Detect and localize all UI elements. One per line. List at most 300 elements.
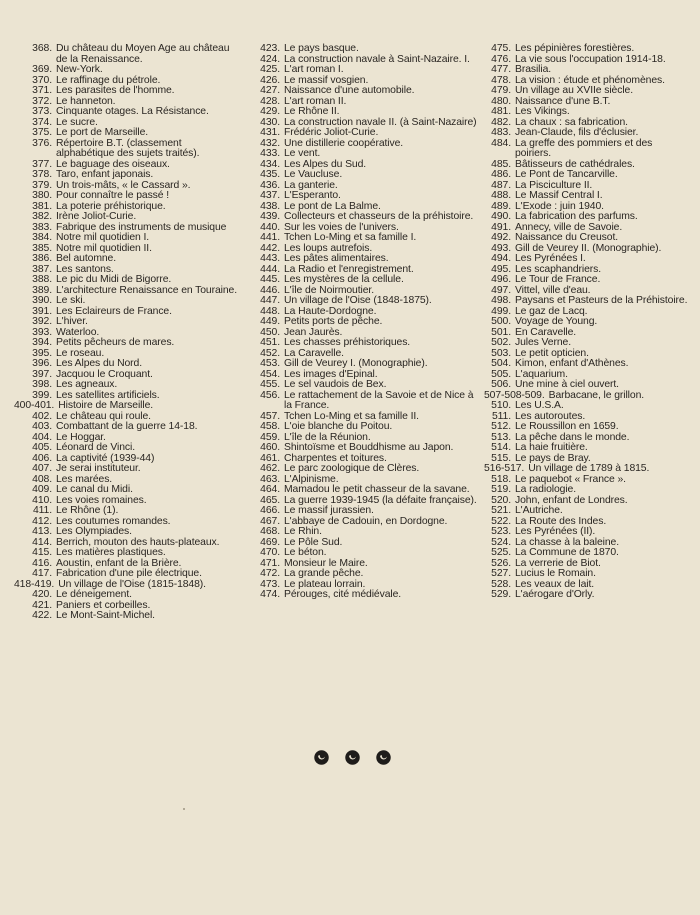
catalog-entry	[484, 317, 690, 328]
entry-title: Léonard de Vinci.	[56, 442, 135, 453]
catalog-entry	[14, 338, 240, 349]
entry-number: 465.	[260, 494, 280, 506]
entry-title: La radiologie.	[515, 484, 576, 495]
entry-number: 523.	[491, 526, 511, 537]
entry-title: L'art roman II.	[284, 95, 347, 107]
entry-title: La vie sous l'occupation 1914-18.	[515, 53, 666, 65]
entry-title: Combattant de la guerre 14-18.	[56, 421, 198, 432]
entry-number: 413.	[32, 526, 52, 537]
entry-number: 368.	[32, 43, 52, 54]
entry-number: 385.	[32, 242, 52, 254]
catalog-entry	[14, 548, 240, 559]
catalog-entry	[484, 44, 690, 55]
entry-title: La Route des Indes.	[515, 515, 607, 527]
entry-title: Le plateau lorrain.	[284, 578, 366, 590]
entry-title: Le sel vaudois de Bex.	[284, 379, 387, 390]
entry-number: 410.	[32, 494, 52, 506]
entry-title: Le pays de Bray.	[515, 452, 591, 464]
entry-title: Le parc zoologique de Clères.	[284, 463, 420, 474]
entry-title: Bel automne.	[56, 253, 117, 264]
entry-title: Les Pyrénées (II).	[515, 526, 596, 537]
catalog-entry	[14, 275, 240, 286]
entry-number: 516-517.	[484, 463, 525, 474]
catalog-entry	[484, 86, 690, 97]
catalog-entry	[14, 128, 240, 139]
entry-title: Le baguage des oiseaux.	[56, 158, 170, 170]
catalog-entry	[14, 590, 240, 601]
catalog-entry	[14, 170, 240, 181]
entry-number: 529.	[491, 589, 511, 600]
entry-title: Gill de Veurey I. (Monographie).	[284, 358, 428, 369]
entry-number: 462.	[260, 463, 280, 474]
entry-title: La vision : étude et phénomènes.	[515, 74, 665, 86]
entry-number: 431.	[260, 127, 280, 138]
entry-title: L'Autriche.	[515, 505, 563, 516]
entry-number: 463.	[260, 473, 280, 485]
catalog-entry	[14, 317, 240, 328]
entry-title: Mamadou le petit chasseur de la savane.	[284, 484, 470, 495]
catalog-entry	[250, 191, 478, 202]
catalog-entry	[14, 527, 240, 538]
entry-title: La haie fruitière.	[515, 442, 588, 453]
catalog-entry	[484, 401, 690, 412]
entry-number: 412.	[32, 515, 52, 527]
entry-title: L'aérogare d'Orly.	[515, 589, 595, 600]
entry-title: La guerre 1939-1945 (la défaite française).	[284, 494, 477, 506]
entry-title: La chaux : sa fabrication.	[515, 116, 628, 128]
entry-number: 480.	[491, 95, 511, 107]
entry-title: Le pays basque.	[284, 43, 359, 54]
catalog-entry	[250, 464, 478, 475]
catalog-entry	[484, 191, 690, 202]
entry-title: L'architecture Renaissance en Touraine.	[56, 284, 237, 296]
catalog-entry	[484, 485, 690, 496]
entry-number: 524.	[491, 536, 511, 548]
entry-number: 500.	[491, 316, 511, 327]
entry-title: L'Exode : juin 1940.	[515, 200, 604, 212]
catalog-entry	[250, 548, 478, 559]
catalog-column-2	[250, 44, 478, 601]
entry-number: 405.	[32, 442, 52, 453]
entry-title: Le Massif Central I.	[515, 190, 603, 201]
entry-number: 460.	[260, 442, 280, 453]
entry-title: Le roseau.	[56, 347, 105, 359]
catalog-entry	[484, 569, 690, 580]
catalog-entry	[250, 359, 478, 370]
entry-title: Sur les voies de l'univers.	[284, 221, 399, 233]
entry-title: Naissance d'une B.T.	[515, 95, 611, 107]
entry-number: 382.	[32, 211, 52, 222]
catalog-entry	[484, 548, 690, 559]
entry-number: 505.	[491, 368, 511, 380]
entry-title: Notre mil quotidien I.	[56, 232, 150, 243]
entry-number: 472.	[260, 568, 280, 579]
entry-number: 488.	[491, 190, 511, 201]
entry-number: 491.	[491, 221, 511, 233]
entry-number: 467.	[260, 515, 280, 527]
paper-speck	[183, 808, 185, 810]
entry-number: 447.	[260, 295, 280, 306]
entry-number: 456.	[260, 389, 280, 401]
entry-number: 501.	[491, 326, 511, 338]
entry-number: 422.	[32, 610, 52, 621]
entry-number: 371.	[32, 85, 52, 96]
entry-number: 437.	[260, 190, 280, 201]
entry-number: 485.	[491, 158, 511, 170]
entry-title: La fabrication des parfums.	[515, 211, 638, 222]
entry-title: John, enfant de Londres.	[515, 494, 628, 506]
entry-number: 455.	[260, 379, 280, 390]
catalog-entry	[250, 569, 478, 580]
entry-number: 387.	[32, 263, 52, 275]
entry-number: 495.	[491, 263, 511, 275]
entry-number: 392.	[32, 316, 52, 327]
entry-number: 468.	[260, 526, 280, 537]
catalog-entry	[14, 569, 240, 580]
entry-title: Le Vaucluse.	[284, 169, 343, 180]
entry-number: 395.	[32, 347, 52, 359]
entry-title: Tchen Lo-Ming et sa famille II.	[284, 410, 419, 422]
entry-title: Les satellites artificiels.	[56, 389, 160, 401]
catalog-entry	[250, 391, 478, 412]
entry-title: Tchen Lo-Ming et sa famille I.	[284, 232, 417, 243]
catalog-entry	[14, 359, 240, 370]
entry-title: Le béton.	[284, 547, 327, 558]
entry-number: 434.	[260, 158, 280, 170]
entry-number: 418-419.	[14, 578, 55, 590]
entry-number: 436.	[260, 179, 280, 191]
catalog-entry	[250, 338, 478, 349]
entry-number: 518.	[491, 473, 511, 485]
entry-title: Les scaphandriers.	[515, 263, 601, 275]
entry-number: 414.	[32, 536, 52, 548]
entry-number: 386.	[32, 253, 52, 264]
entry-title: Pérouges, cité médiévale.	[284, 589, 402, 600]
entry-number: 424.	[260, 53, 280, 65]
entry-title: Le Hoggar.	[56, 431, 106, 443]
entry-title: En Caravelle.	[515, 326, 577, 338]
entry-number: 372.	[32, 95, 52, 107]
entry-title: Charpentes et toitures.	[284, 452, 387, 464]
entry-number: 512.	[491, 421, 511, 432]
entry-title: Les loups autrefois.	[284, 242, 373, 254]
entry-number: 389.	[32, 284, 52, 296]
entry-title: Un village de 1789 à 1815.	[528, 463, 650, 474]
entry-number: 370.	[32, 74, 52, 86]
entry-title: Le pic du Midi de Bigorre.	[56, 274, 172, 285]
catalog-entry	[484, 170, 690, 181]
entry-number: 478.	[491, 74, 511, 86]
entry-title: La Commune de 1870.	[515, 547, 619, 558]
entry-title: Les santons.	[56, 263, 114, 275]
entry-title: Le port de Marseille.	[56, 127, 149, 138]
entry-number: 403.	[32, 421, 52, 432]
entry-number: 369.	[32, 64, 52, 75]
catalog-entry	[14, 422, 240, 433]
entry-number: 479.	[491, 85, 511, 96]
catalog-entry	[484, 212, 690, 223]
entry-title: Les chasses préhistoriques.	[284, 337, 411, 348]
entry-title: Vittel, ville d'eau.	[515, 284, 591, 296]
entry-title: Jacquou le Croquant.	[56, 368, 153, 380]
entry-number: 525.	[491, 547, 511, 558]
entry-title: La Caravelle.	[284, 347, 344, 359]
entry-title: Le Rhin.	[284, 526, 322, 537]
entry-title: Le massif vosgien.	[284, 74, 369, 86]
entry-title: Les pâtes alimentaires.	[284, 253, 389, 264]
entry-number: 490.	[491, 211, 511, 222]
entry-title: L'Alpinisme.	[284, 473, 339, 485]
entry-title: Le château qui roule.	[56, 410, 151, 422]
entry-number: 425.	[260, 64, 280, 75]
entry-number: 440.	[260, 221, 280, 233]
catalog-entry	[484, 422, 690, 433]
entry-number: 399.	[32, 389, 52, 401]
entry-title: Fabrication d'une pile électrique.	[56, 568, 202, 579]
entry-title: Irène Joliot-Curie.	[56, 211, 137, 222]
entry-number: 398.	[32, 379, 52, 390]
entry-title: Barbacane, le grillon.	[548, 389, 645, 401]
entry-title: La pêche dans le monde.	[515, 431, 630, 443]
catalog-entry	[14, 86, 240, 97]
entry-number: 379.	[32, 179, 52, 191]
catalog-entry	[484, 128, 690, 139]
catalog-entry	[14, 65, 240, 76]
entry-title: Le Pont de Tancarville.	[515, 169, 618, 180]
catalog-entry	[14, 191, 240, 202]
catalog-entry	[14, 506, 240, 517]
catalog-entry	[250, 527, 478, 538]
entry-number: 388.	[32, 274, 52, 285]
entry-number: 457.	[260, 410, 280, 422]
entry-number: 391.	[32, 305, 52, 317]
entry-title: Pour connaître le passé !	[56, 190, 170, 201]
catalog-entry	[14, 296, 240, 307]
entry-title: La grande pêche.	[284, 568, 364, 579]
entry-title: L'Esperanto.	[284, 190, 341, 201]
entry-title: Les pépinières forestières.	[515, 43, 635, 54]
entry-title: Les Alpes du Sud.	[284, 158, 367, 170]
entry-number: 507-508-509.	[484, 389, 545, 401]
catalog-entry	[250, 86, 478, 97]
entry-number: 519.	[491, 484, 511, 495]
entry-number: 484.	[491, 137, 511, 149]
entry-title: Le gaz de Lacq.	[515, 305, 588, 317]
catalog-entry	[250, 590, 478, 601]
entry-title: L'oie blanche du Poitou.	[284, 421, 393, 432]
entry-title: La poterie préhistorique.	[56, 200, 166, 212]
entry-title: Naissance d'une automobile.	[284, 85, 415, 96]
entry-title: Les coutumes romandes.	[56, 515, 171, 527]
catalog-entry	[14, 44, 240, 65]
catalog-entry	[484, 107, 690, 118]
entry-number: 459.	[260, 431, 280, 443]
entry-number: 496.	[491, 274, 511, 285]
entry-number: 393.	[32, 326, 52, 338]
entry-number: 439.	[260, 211, 280, 222]
entry-number: 442.	[260, 242, 280, 254]
entry-title: Waterloo.	[56, 326, 100, 338]
catalog-entry	[484, 443, 690, 454]
entry-title: Shintoïsme et Bouddhisme au Japon.	[284, 442, 454, 453]
entry-number: 373.	[32, 106, 52, 117]
entry-title: Kimon, enfant d'Athènes.	[515, 358, 629, 369]
catalog-entry	[484, 139, 690, 160]
catalog-entry	[250, 212, 478, 223]
catalog-entry	[14, 611, 240, 622]
entry-number: 521.	[491, 505, 511, 516]
catalog-entry	[14, 233, 240, 244]
entry-number: 411.	[32, 505, 52, 516]
catalog-entry	[14, 139, 240, 160]
catalog-entry	[250, 233, 478, 244]
entry-title: Le déneigement.	[56, 589, 132, 600]
entry-number: 408.	[32, 473, 52, 485]
catalog-entry	[14, 107, 240, 118]
entry-title: Lucius le Romain.	[515, 568, 596, 579]
catalog-column-3	[484, 44, 690, 601]
entry-number: 515.	[491, 452, 511, 464]
entry-title: Le Pôle Sud.	[284, 536, 343, 548]
entry-title: Les matières plastiques.	[56, 547, 166, 558]
entry-title: Je serai instituteur.	[56, 463, 141, 474]
catalog-entry	[484, 275, 690, 286]
entry-number: 464.	[260, 484, 280, 495]
entry-title: Répertoire B.T. (classement alphabétique des sujets traités).	[56, 137, 200, 159]
catalog-column-1	[14, 44, 240, 622]
entry-number: 498.	[491, 295, 511, 306]
catalog-entry	[250, 44, 478, 55]
entry-title: La Pisciculture II.	[515, 179, 593, 191]
entry-number: 483.	[491, 127, 511, 138]
entry-title: Les Vikings.	[515, 106, 570, 117]
entry-number: 383.	[32, 221, 52, 233]
catalog-entry	[484, 254, 690, 265]
swirl-ornament-icon	[375, 749, 392, 766]
entry-title: La construction navale II. (à Saint-Nazaire)	[284, 116, 477, 128]
entry-number: 482.	[491, 116, 511, 128]
entry-number: 504.	[491, 358, 511, 369]
entry-title: Les U.S.A.	[515, 400, 564, 411]
entry-number: 416.	[32, 557, 52, 569]
catalog-entry	[484, 527, 690, 538]
entry-title: Le Tour de France.	[515, 274, 601, 285]
entry-number: 476.	[491, 53, 511, 65]
catalog-entry	[484, 464, 690, 475]
entry-title: Le paquebot « France ».	[515, 473, 626, 485]
entry-number: 499.	[491, 305, 511, 317]
entry-number: 426.	[260, 74, 280, 86]
catalog-entry	[14, 401, 240, 412]
entry-title: Les Alpes du Nord.	[56, 358, 142, 369]
catalog-entry	[250, 149, 478, 160]
entry-number: 526.	[491, 557, 511, 569]
entry-title: Les images d'Epinal.	[284, 368, 378, 380]
entry-number: 374.	[32, 116, 52, 128]
entry-title: Monsieur le Maire.	[284, 557, 368, 569]
entry-title: Le Rhône II.	[284, 106, 340, 117]
entry-title: Un trois-mâts, « le Cassard ».	[56, 179, 191, 191]
entry-title: Le Mont-Saint-Michel.	[56, 610, 155, 621]
entry-number: 469.	[260, 536, 280, 548]
entry-number: 528.	[491, 578, 511, 590]
entry-title: Les marées.	[56, 473, 113, 485]
catalog-entry	[484, 296, 690, 307]
entry-title: Brasilia.	[515, 64, 552, 75]
entry-title: Jean-Claude, fils d'éclusier.	[515, 127, 639, 138]
entry-title: Une distillerie coopérative.	[284, 137, 404, 149]
entry-number: 489.	[491, 200, 511, 212]
entry-title: Taro, enfant japonais.	[56, 169, 154, 180]
catalog-entry	[484, 65, 690, 76]
entry-title: Une mine à ciel ouvert.	[515, 379, 619, 390]
entry-number: 396.	[32, 358, 52, 369]
entry-title: Les agneaux.	[56, 379, 118, 390]
catalog-entry	[250, 275, 478, 286]
entry-number: 477.	[491, 64, 511, 75]
entry-title: Paniers et corbeilles.	[56, 599, 151, 611]
entry-title: L'abbaye de Cadouin, en Dordogne.	[284, 515, 448, 527]
entry-number: 407.	[32, 463, 52, 474]
catalog-entry	[484, 380, 690, 391]
entry-number: 458.	[260, 421, 280, 432]
entry-number: 438.	[260, 200, 280, 212]
entry-number: 514.	[491, 442, 511, 453]
entry-number: 441.	[260, 232, 280, 243]
entry-title: Jules Verne.	[515, 337, 571, 348]
entry-title: Un village de l'Oise (1815-1848).	[58, 578, 206, 590]
entry-title: L'île de la Réunion.	[284, 431, 371, 443]
entry-title: Le rattachement de la Savoie et de Nice à la France.	[284, 389, 474, 411]
catalog-entry	[484, 506, 690, 517]
entry-number: 471.	[260, 557, 280, 569]
entry-number: 445.	[260, 274, 280, 285]
entry-number: 427.	[260, 85, 280, 96]
entry-number: 380.	[32, 190, 52, 201]
catalog-entry	[14, 485, 240, 496]
entry-title: Le sucre.	[56, 116, 98, 128]
catalog-entry	[250, 422, 478, 433]
entry-number: 503.	[491, 347, 511, 359]
entry-title: Annecy, ville de Savoie.	[515, 221, 623, 233]
entry-title: New-York.	[56, 64, 103, 75]
entry-number: 404.	[32, 431, 52, 443]
entry-number: 513.	[491, 431, 511, 443]
entry-number: 452.	[260, 347, 280, 359]
entry-title: Le Roussillon en 1659.	[515, 421, 619, 432]
entry-number: 527.	[491, 568, 511, 579]
entry-title: Les voies romaines.	[56, 494, 147, 506]
entry-title: Gill de Veurey II. (Monographie).	[515, 242, 662, 254]
catalog-entry	[14, 443, 240, 454]
entry-number: 448.	[260, 305, 280, 317]
entry-number: 475.	[491, 43, 511, 54]
entry-number: 449.	[260, 316, 280, 327]
entry-number: 430.	[260, 116, 280, 128]
entry-title: Berrich, mouton des hauts-plateaux.	[56, 536, 220, 548]
entry-number: 451.	[260, 337, 280, 348]
catalog-entry	[484, 359, 690, 370]
entry-number: 390.	[32, 295, 52, 306]
entry-number: 473.	[260, 578, 280, 590]
entry-title: L'hiver.	[56, 316, 88, 327]
entry-number: 421.	[32, 599, 52, 611]
catalog-entry	[250, 443, 478, 454]
entry-title: Les parasites de l'homme.	[56, 85, 175, 96]
entry-number: 520.	[491, 494, 511, 506]
entry-number: 511.	[491, 410, 511, 422]
entry-title: Les Olympiades.	[56, 526, 132, 537]
